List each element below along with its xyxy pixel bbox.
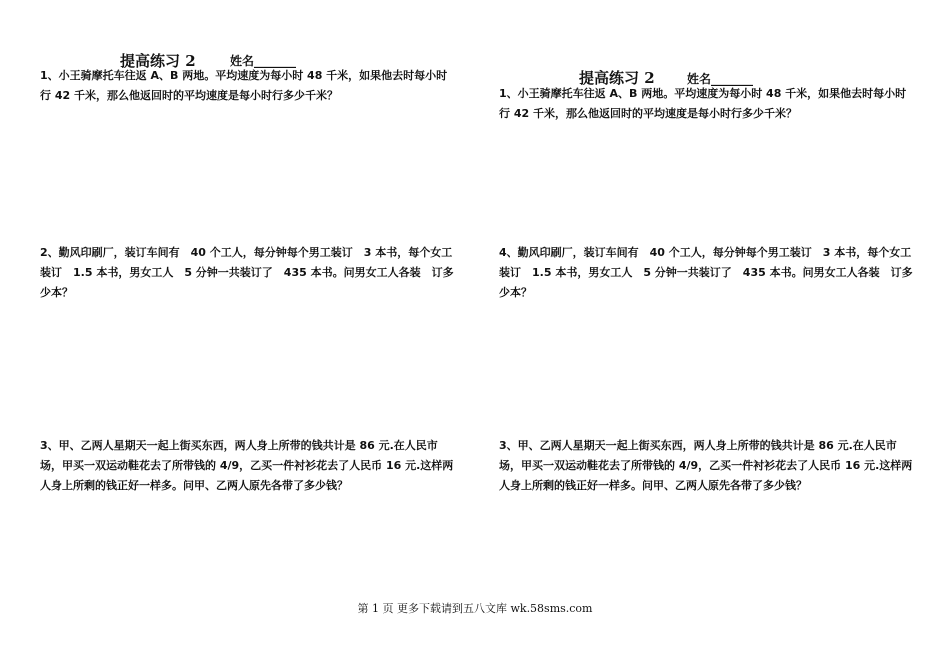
question-3: 3、甲、乙两人星期天一起上街买东西，两人身上所带的钱共计是 86 元.在人民市场，甲买一双运动鞋花去了所带钱的 4/9，乙买一件衬衫花去了人民币 16 元.这样两人身上所剩的钱正好一样多。问甲、乙两人原先各带了多少钱？ [499, 439, 913, 492]
worksheet-title: 提高练习 2 [579, 69, 655, 87]
name-field-label: 姓名_______ [230, 54, 297, 68]
question-2: 2、勤风印刷厂，装订车间有 40 个工人，每分钟每个男工装订 3 本书，每个女工装订 1.5 本书，男女工人 5 分钟一共装订了 435 本书。问男女工人各装 订多少本？ [40, 246, 454, 299]
worksheet-title: 提高练习 2 [120, 52, 196, 70]
name-field-label: 姓名_______ [687, 72, 754, 86]
question-3: 3、甲、乙两人星期天一起上街买东西，两人身上所带的钱共计是 86 元.在人民市场，甲买一双运动鞋花去了所带钱的 4/9，乙买一件衬衫花去了人民币 16 元.这样两人身上所剩的钱正好一样多。问甲、乙两人原先各带了多少钱？ [40, 439, 454, 492]
question-1: 1、小王骑摩托车往返 A、B 两地。平均速度为每小时 48 千米，如果他去时每小时行 42 千米，那么他返回时的平均速度是每小时行多少千米？ [499, 87, 907, 120]
page-footer: 第 1 页 更多下载请到五八文库 wk.58sms.com [357, 602, 593, 615]
question-2: 4、勤风印刷厂，装订车间有 40 个工人，每分钟每个男工装订 3 本书，每个女工装订 1.5 本书，男女工人 5 分钟一共装订了 435 本书。问男女工人各装 订多少本？ [499, 246, 913, 299]
question-1: 1、小王骑摩托车往返 A、B 两地。平均速度为每小时 48 千米，如果他去时每小时行 42 千米，那么他返回时的平均速度是每小时行多少千米？ [40, 69, 448, 102]
